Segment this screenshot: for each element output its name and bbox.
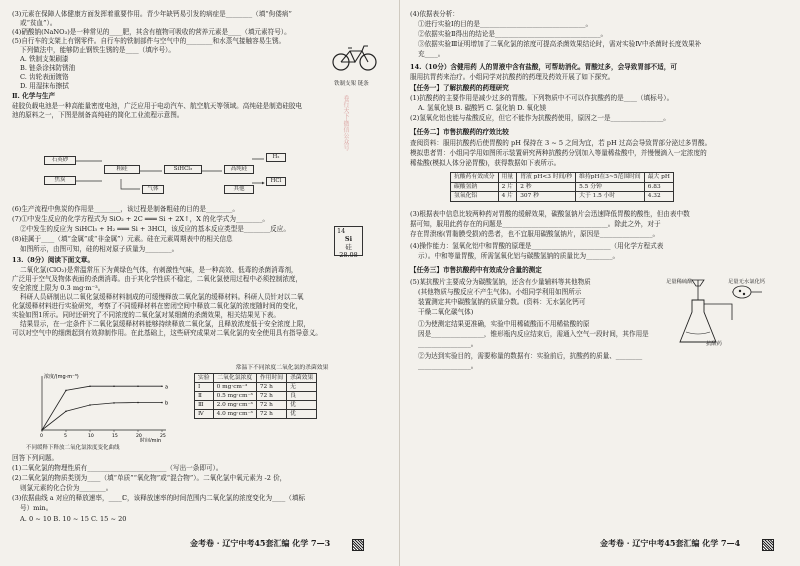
text-line: 可以对空气中的细菌起到有效抑制作用。在此基础上，这些研究成果对二氧化氯的安全使用具有指导意义。 (12, 329, 322, 337)
text-line: 二氧化氯(ClO₂)是常温常压下为黄绿色气体，有刺激性气味，是一种高效、低毒的杀菌消毒剂， (20, 266, 298, 274)
text-line: 充____。 (418, 50, 445, 58)
text-line: (其他物质与酸反应不产生气体)。小组同学利用如图所示 (418, 288, 582, 296)
text-line: 装置测定其中碳酸氢钠的质量分数。(资料：无水氯化钙可 (418, 298, 586, 306)
table-cell: Ⅱ (195, 392, 214, 401)
text-line: 服用抗胃药来治疗。小组同学对抗酸药的药理及药效开展了如下探究。 (410, 73, 615, 81)
flow-box: 高纯硅 (224, 165, 254, 174)
table-header: 胃液 pH<3 时间/秒 (517, 173, 576, 183)
process-flowchart (44, 147, 284, 195)
table-header: 用量 (498, 173, 517, 183)
text-line: ①进行实验Ⅰ的目的是________________________________。 (418, 20, 593, 28)
text-line: 存在胃溃疡(胃黏膜受损)的患者，也不宜服用碳酸氢钠片，原因是________________。 (410, 230, 660, 238)
series-label: a (165, 384, 169, 391)
x-tick-label: 5 (64, 434, 67, 439)
text-line: 实验如图1所示。同时还研究了不同浓度的二氧化氯对某细菌的杀菌效果，相关结果见下表。 (12, 311, 280, 319)
text-line: 示）。中和等量胃酸，所需氢氧化铝与碳酸氢钠的质量比为________。 (418, 252, 620, 260)
text-line: ①为使测定结果更准确，实验中用稀硫酸而不用稀盐酸的原 (418, 320, 590, 328)
table-cell: 2 秒 (517, 182, 576, 192)
table-header: 维持pH在3~5范围时间 (576, 173, 645, 183)
x-tick-label: 0 (40, 434, 43, 439)
section-heading: Ⅱ. 化学与生产 (12, 92, 56, 100)
flow-box: 气体 (142, 185, 164, 194)
text-line: 结果显示，在一定条件下二氧化氯缓释材料能够持续释放二氧化氯，且释放浓度低于安全浓度上限， (20, 320, 311, 328)
drug-table (450, 172, 674, 202)
text-line: 则氯元素的化合价为________。 (20, 484, 113, 492)
series-line-a (42, 386, 162, 430)
table-title: 常温下不同浓度二氧化氯的杀菌效果 (235, 365, 329, 371)
option-c: C. 齿轮表面镀铬 (20, 73, 69, 81)
flow-box: 其他 (224, 185, 254, 194)
chart-canvas (24, 370, 174, 442)
text-line: (4)依据表分析： (410, 10, 459, 18)
text-line: ________________。 (418, 362, 478, 370)
table-cell: 6.83 (644, 182, 673, 192)
text-line: (6)生产流程中焦炭的作用是________，该过程是制备粗硅的目的是________。 (12, 205, 239, 213)
x-tick-label: 25 (160, 434, 166, 439)
table-cell: Ⅰ (195, 383, 214, 392)
table-header-row (195, 374, 317, 383)
question-heading: 14.（10分）含健用药 人的胃液中含有盐酸，可帮助消化。胃酸过多，会导致胃部不适，可 (410, 63, 677, 71)
text-line: (4)硝酸钠(NaNO₃)是一种常见的____肥，其含有植物可吸收的营养元素是____（填元素符号）。 (12, 28, 291, 36)
flow-box: H₂ (266, 153, 286, 162)
table-cell: 5.5 分钟 (576, 182, 645, 192)
table-cell: 4.0 mg·cm⁻³ (213, 410, 256, 419)
kill-effect-table (194, 373, 317, 419)
text-line: 广泛用于空气及物体表面的杀菌消毒。由于其化学性质不稳定，二氧化氯使用过程中必须控制浓度， (12, 275, 303, 283)
text-line: ________________。 (418, 340, 478, 348)
page-footer: 金考卷 · 辽宁中考45套汇编 化学 7—3 (190, 538, 331, 548)
text-line: (4)操作能力：氢氧化铝中和胃酸的原理是________________________（用化学方程式表 (410, 242, 664, 250)
data-point (89, 404, 91, 406)
table-header: 二氧化氯浓度 (213, 374, 256, 383)
page-divider (399, 0, 400, 566)
task-heading: 【任务一】了解抗酸药的药理研究 (410, 84, 509, 92)
text-line: 化氯缓释材料进行实验研究，考察了不同缓释材料在密闭空间中释放二氧化氯的浓度随时间的变化， (12, 302, 303, 310)
option-d: D. 用湿抹布擦拭 (20, 82, 69, 90)
text-line: 如图所示，由图可知，硅的相对原子质量为________。 (20, 245, 179, 253)
watermark-stamp: 卷行天下·微信公众号 (342, 95, 349, 151)
table-cell: 优 (287, 401, 317, 410)
text-line: (3)根据表中信息比较两种药对胃酸的缓解效果，碳酸氢钠片会迅速降低胃酸的酸性，但由表中数 (410, 210, 690, 218)
table-cell: 72 h (256, 410, 286, 419)
flow-box: 焦炭 (44, 176, 76, 185)
table-header: 抗酸药有效成分 (451, 173, 499, 183)
text-line: 回答下列问题。 (12, 454, 59, 462)
question-heading: 13.（8分）阅读下面文章。 (12, 256, 94, 264)
data-point (89, 385, 91, 387)
text-line: ②中发生的反应为 SiHCl₃ + H₂ ═══ Si + 3HCl，该反应的基本反应类型是________反应。 (20, 225, 290, 233)
table-cell: Ⅳ (195, 410, 214, 419)
kill-effect-table-wrap (194, 364, 370, 419)
table-header: 实验 (195, 374, 214, 383)
flow-box: 石英砂 (44, 156, 76, 165)
right-page (410, 10, 786, 542)
concentration-chart (24, 370, 174, 442)
text-line: 池的原料之一，下图是制备高纯硅的简化工业流程示意图。 (12, 111, 184, 119)
data-point (137, 402, 139, 404)
text-line: (2)氢氧化铝也能与盐酸反应，但它不能作为抗酸药使用，原因之一是________________。 (410, 114, 670, 122)
table-cell: 72 h (256, 392, 286, 401)
data-point (65, 410, 67, 412)
data-point (161, 385, 163, 387)
text-line: 科研人员研制出以二氧化氯缓释材料制成的可缓慢释放二氧化氯的缓释材料。科研人员针对以二氧 (20, 293, 304, 301)
text-line: (5)自行车的支架上有钢零件。自行车的铁制部件与空气中的________和水蒸气接触容易生锈。 (12, 37, 286, 45)
text-line: 或“贫血”）。 (20, 19, 57, 27)
left-page (12, 10, 388, 542)
apparatus-label: 抗酸药 (706, 341, 722, 347)
qr-code-icon (762, 539, 774, 551)
text-line: 因是________________，锥形瓶内反应结束后，需通入空气一段时间，其作用是 (418, 330, 649, 338)
task-heading: 【任务三】市售抗酸药中有效成分含量的测定 (410, 266, 542, 274)
text-line: (2)二氧化氯的物质类别为____（填“单质”“氧化物”或“混合物”）。二氧化氯中氧元素为 -2 价， (12, 474, 287, 482)
x-tick-label: 20 (136, 434, 142, 439)
text-line: (1)二氧化氯的物理性质有________________________（写出一条即可）。 (12, 464, 223, 472)
text-line: 下列做法中，能够防止钢铁生锈的是____（填序号）。 (20, 46, 175, 54)
table-row (451, 192, 674, 202)
table-header: 杀菌效果 (287, 374, 317, 383)
text-line: ②依据实验Ⅱ得出的结论是________________________________。 (418, 30, 608, 38)
table-cell: 良 (287, 392, 317, 401)
text-line: (3)元素在保障人体健康方面发挥着重要作用。青少年缺钙易引发的病症是________（填“佝偻病” (12, 10, 292, 18)
text-line: 稀盐酸(模拟人体分泌胃酸)，获得数据如下表所示。 (410, 159, 561, 167)
text-line: (7)①中发生反应的化学方程式为 SiO₂ + 2C ═══ Si + 2X↑，X 的化学式为________。 (12, 215, 269, 223)
table-cell: 72 h (256, 383, 286, 392)
apparatus-label: 足量无水氯化钙 (728, 279, 766, 285)
table-cell: 72 h (256, 401, 286, 410)
page-footer: 金考卷 · 辽宁中考45套汇编 化学 7—4 (600, 538, 741, 548)
table-row (451, 182, 674, 192)
data-point (113, 385, 115, 387)
x-tick-label: 15 (112, 434, 118, 439)
table-cell: 碳酸氢钠 (451, 182, 499, 192)
task-heading: 【任务二】市售抗酸药的疗效比较 (410, 128, 509, 136)
table-header: 作用时间 (256, 374, 286, 383)
text-line: 号）min。 (20, 504, 53, 512)
text-line: (1)抗酸药的主要作用是减少过多的胃酸。下列物质中不可以作抗酸药的是____（填标号）。 (410, 94, 674, 102)
data-point (41, 429, 43, 431)
flow-box: 粗硅 (104, 165, 140, 174)
answer-options: A. 0 ~ 10 B. 10 ~ 15 C. 15 ~ 20 (20, 515, 127, 523)
text-line: (8)硅属于____（填“金属”或“非金属”）元素。硅在元素周期表中的相关信息 (12, 235, 233, 243)
text-line: 硅胶负载电池是一种高能量密度电池，广泛应用于电动汽车、航空航天等领域。高纯硅是制造硅胶电 (12, 102, 303, 110)
element-symbol: Si (344, 235, 353, 243)
x-tick-label: 10 (88, 434, 94, 439)
x-axis-title: 时间/min (140, 438, 162, 442)
option-b: B. 链条涂抹防锈油 (20, 64, 76, 72)
text-line: ③依据实验Ⅲ证明增加了二氧化氯的浓度可提高杀菌效果结论时，需对实验Ⅳ中杀菌时长度效果补 (418, 40, 702, 48)
data-point (113, 402, 115, 404)
element-name: 硅 (345, 243, 352, 251)
table-cell: 2.0 mg·cm⁻³ (213, 401, 256, 410)
y-axis-title: 浓度/(mg·m⁻³) (44, 374, 79, 380)
series-label: b (165, 400, 169, 407)
text-line: 模拟患者胃：小组同学用如图所示装置研究两种抗酸药分别加入等量稀盐酸中，并慢慢滴入一定浓度的 (410, 149, 707, 157)
table-cell: 4 片 (498, 192, 517, 202)
table-header-row (451, 173, 674, 183)
series-line-b (42, 403, 162, 431)
table-cell: 2 片 (498, 182, 517, 192)
periodic-table-cell (334, 226, 363, 259)
data-point (161, 402, 163, 404)
table-cell: 无 (287, 383, 317, 392)
bike-caption: 铁制支架 链条 (334, 81, 369, 87)
atomic-number: 14 (337, 227, 346, 235)
flow-box: HCl (266, 177, 286, 186)
chart-caption: 不同缓释下释放二氧化氯浓度变化曲线 (26, 445, 120, 451)
atomic-mass: 28.08 (339, 251, 358, 259)
table-row (195, 392, 317, 401)
text-line: (5)某抗酸片主要成分为碳酸氢钠，还含有少量辅料等其他物质 (410, 278, 591, 286)
option-a: A. 铁制支架刷漆 (20, 55, 69, 63)
data-point (65, 390, 67, 392)
apparatus-label: 足量稀硫酸 (666, 279, 693, 285)
table-row (195, 410, 317, 419)
table-cell: 307 秒 (517, 192, 576, 202)
answer-options: A. 氢氧化镁 B. 碳酸钙 C. 氯化钠 D. 氧化镁 (418, 104, 547, 112)
table-cell: 0.5 mg·cm⁻³ (213, 392, 256, 401)
table-header: 最大 pH (644, 173, 673, 183)
text-line: 安全浓度上限为 0.3 mg·m⁻³。 (12, 284, 105, 292)
text-line: (3)依据曲线 a 对应的释放速率，____ℂ，该释放速率的时间范围内二氧化氯的浓度变化为____（填标 (12, 494, 306, 502)
text-line: 查阅资料：服用抗酸药后使胃酸的 pH 保持在 3 ~ 5 之间为宜，若 pH 过高会导致胃部分泌过多胃酸。 (410, 139, 712, 147)
text-line: 干燥二氧化碳气体) (418, 308, 474, 316)
table-row (195, 401, 317, 410)
table-row (195, 383, 317, 392)
bicycle-figure (330, 42, 380, 76)
table-cell: 4.32 (644, 192, 673, 202)
text-line: ②为达到实验目的，需要称量的数据有：实验前后，抗酸药的质量、________ (418, 352, 643, 360)
table-cell: 优 (287, 410, 317, 419)
text-line: 据可知，服用此药存在的问题是________________________________。除此之外，对于 (410, 220, 661, 228)
table-cell: 0 mg·cm⁻³ (213, 383, 256, 392)
table-cell: 大于 1.5 小时 (576, 192, 645, 202)
qr-code-icon (352, 539, 364, 551)
data-point (137, 385, 139, 387)
flow-box: SiHCl₃ (164, 165, 202, 174)
table-cell: 氢氧化铝 (451, 192, 499, 202)
table-cell: Ⅲ (195, 401, 214, 410)
